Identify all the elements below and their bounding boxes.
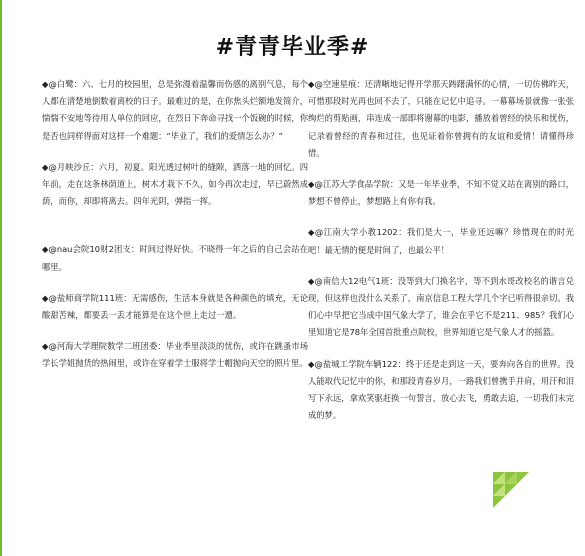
post-jiangsu-shipin: ◆@江苏大学食品学院：又是一年毕业季，不知不觉又站在离别的路口，梦想不曾停止，梦想路上有你有我。 [308,179,574,207]
post-yanshi-shangxueyuan: ◆@盐师商学院111班：无需感伤，生活本身就是各种颜色的填充，无论酸甜苦辣，都要丢一丢才能算是在这个世上走过一遭。 [42,292,308,321]
post-nau-kuaiyuan: ◆@nau会院10财2团支：时间过得好快。不晓得一年之后的自己会站在哪里。 [42,244,308,272]
post-nanxinda-dianqi: ◆@南信大12电气1班：没等到大门换名字，等不到水哥改校名的谐言兑现，但这样也没什么关系了，南京信息工程大学几个字已听得很亲切。我们心中早把它当成中国气象大学了，谁会在乎它不是211、985？我们心里知道它是78年全国首批重点院校，世界知道它是气象人才的摇篮。 [308,275,574,338]
post-kongSuXingHen: ◆@空速星痕：还清晰地记得开学那天踌躇满怀的心情，一切仿佛昨天，可惜那段时光再也回不去了，只能在记忆中追寻。一幕幕场景就像一张张绚烂的剪贴画，串连成一部即将谢幕的电影，播放着曾经的快乐和忧伤，记录着曾经的青春和过往，也见证着你曾拥有的友谊和爱情！请懂得珍惜。 [308,79,574,158]
left-column [42,80,308,373]
post-baiLu: ◆@白鹭：六、七月的校园里，总是弥漫着温馨而伤感的离别气息，每个人都在清楚地倒数着离校的日子。最难过的是，在你焦头烂额地发简介，惴惴不安地等待用人单位的回应，在烈日下奔命寻找一个饭碗的时候，你是否也同样得面对这样一个难题：“毕业了，我们的爱情怎么办？” [42,79,308,141]
right-column [308,80,574,424]
post-jiangnan-xiaojiao: ◆@江南大学小教1202：我们是大一，毕业还远嘛？珍惜现在的时光吧！最无情的便是时间了，也最公平！ [308,227,574,255]
page-title: #青青毕业季# [215,35,370,60]
left-accent-border [0,0,2,556]
post-yancheng-gongxueyuan: ◆@盐城工学院车辆122：终于还是走到这一天，要奔向各自的世界。没人能取代记忆中的你，和那段青春岁月，一路我们曾携手并肩，用汗和泪写下永远，拿欢笑驱赶换一句誓言，放心去飞，勇敢去追，一切我们未完成的梦。 [308,358,574,421]
post-yueYingShaQiu: ◆@月映沙丘：六月，初夏。阳光透过树叶的缝隙，洒落一地的回忆。四年前，走在这条林荫道上，树木才栽下不久，如今再次走过，早已蔚然成荫，而你，却即将离去。四年光阴，弹指一挥。 [42,161,308,207]
post-hehai-liyuan: ◆@河海大学理院数学二班团委：毕业季里淡淡的忧伤，或许在跳蚤市场学长学姐抛货的热闹里，或许在穿着学士服将学士帽抛向天空的照片里。 [42,341,308,369]
triangle-mosaic-decoration [493,472,529,508]
